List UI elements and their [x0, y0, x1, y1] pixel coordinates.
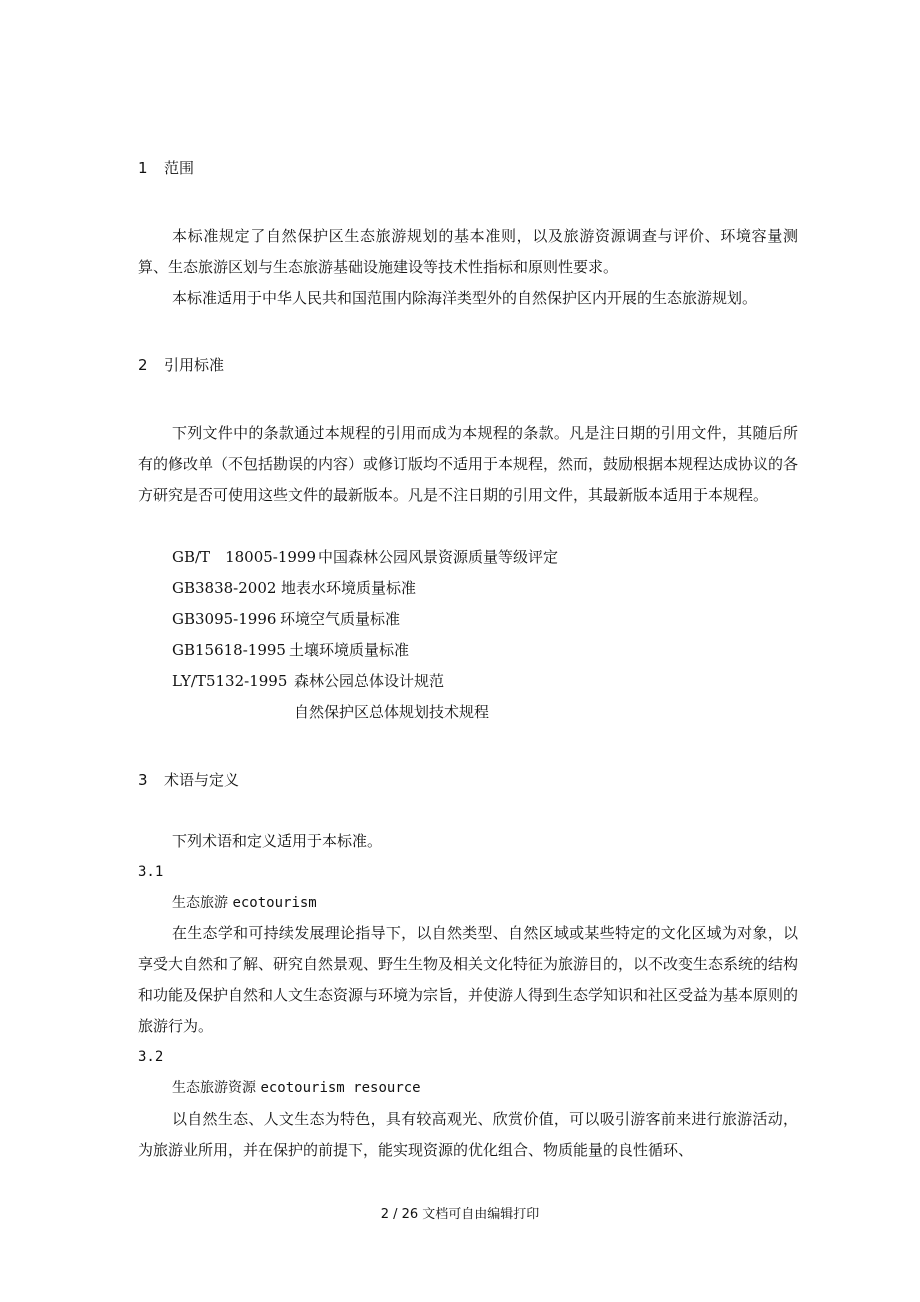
section-heading-2 [138, 355, 224, 375]
reference-code: GB3838-2002 [172, 579, 277, 597]
reference-title: 森林公园总体设计规范 [294, 672, 445, 690]
reference-title: 中国森林公园风景资源质量等级评定 [318, 548, 559, 566]
section-title: 范围 [164, 159, 195, 177]
term-definition: 以自然生态、人文生态为特色，具有较高观光、欣赏价值，可以吸引游客前来进行旅游活动，为旅游业所用，并在保护的前提下，能实现资源的优化组合、物质能量的良性循环、 [138, 1110, 798, 1159]
reference-title: 地表水环境质量标准 [281, 579, 417, 597]
reference-title: 自然保护区总体规划技术规程 [294, 703, 490, 721]
reference-item [172, 702, 489, 722]
reference-code: GB/T 18005-1999 [172, 548, 317, 566]
section-number: 1 [138, 159, 148, 177]
term-name-en: ecotourism [232, 895, 317, 911]
paragraph: 本标准适用于中华人民共和国范围内除海洋类型外的自然保护区内开展的生态旅游规划。 [172, 289, 758, 307]
section-number: 2 [138, 356, 148, 374]
reference-item [172, 671, 444, 691]
section-heading-3 [138, 770, 239, 790]
reference-item [172, 609, 400, 629]
term-name-en: ecotourism resource [260, 1080, 421, 1096]
term-heading [172, 893, 317, 913]
term-name-cn: 生态旅游 [172, 895, 228, 911]
reference-item [172, 578, 416, 598]
reference-code: GB15618-1995 [172, 641, 286, 659]
term-definition: 在生态学和可持续发展理论指导下，以自然类型、自然区域或某些特定的文化区域为对象，以享受大自然和了解、研究自然景观、野生生物及相关文化特征为旅游目的，以不改变生态系统的结构和功能及保护自然和人文生态资源与环境为宗旨，并使游人得到生态学知识和社区受益为基本原则的旅游行为。 [138, 924, 799, 1035]
reference-code: GB3095-1996 [172, 610, 277, 628]
reference-title: 环境空气质量标准 [280, 610, 401, 628]
clause-number: 3.1 [138, 864, 164, 880]
reference-item [172, 547, 558, 567]
section-title: 引用标准 [164, 356, 225, 374]
page-footer: 2 / 26 文档可自由编辑打印 [380, 1207, 540, 1222]
term-heading [172, 1078, 421, 1098]
paragraph: 下列文件中的条款通过本规程的引用而成为本规程的条款。凡是注日期的引用文件，其随后所有的修改单（不包括勘误的内容）或修订版均不适用于本规程，然而，鼓励根据本规程达成协议的各方研究是否可使用这些文件的最新版本。凡是不注日期的引用文件，其最新版本适用于本规程。 [138, 424, 799, 504]
reference-item [172, 640, 409, 660]
section-heading-1 [138, 158, 194, 178]
section-number: 3 [138, 771, 148, 789]
paragraph: 下列术语和定义适用于本标准。 [172, 832, 383, 850]
reference-title: 土壤环境质量标准 [289, 641, 410, 659]
paragraph: 本标准规定了自然保护区生态旅游规划的基本准则，以及旅游资源调查与评价、环境容量测算、生态旅游区划与生态旅游基础设施建设等技术性指标和原则性要求。 [138, 227, 798, 276]
section-title: 术语与定义 [164, 771, 240, 789]
clause-number: 3.2 [138, 1049, 164, 1065]
reference-code: LY/T5132-1995 [172, 672, 288, 690]
term-name-cn: 生态旅游资源 [172, 1080, 256, 1096]
